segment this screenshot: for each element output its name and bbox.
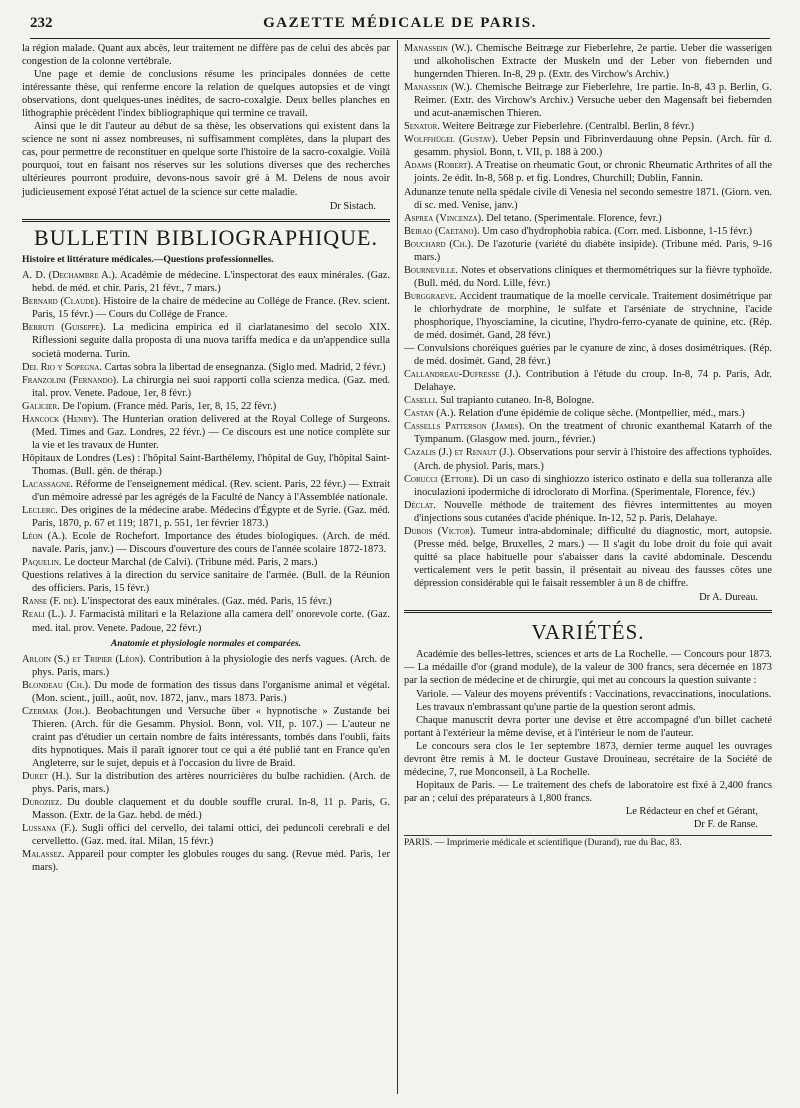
entry-text: L'inspectorat des eaux minérales. (Gaz. méd. Paris, 15 févr.) [81,596,332,608]
bibliography-entry [22,321,390,360]
section-rule [22,219,390,222]
entry-author: Arloin (S.) et Tripier (Léon). [22,653,146,665]
entry-author: Del Rio y Sopegna. [22,361,102,373]
bibliography-entry [404,238,772,264]
bibliography-entry [404,394,772,407]
bibliography-entry [22,530,390,556]
section-heading: Anatomie et physiologie normales et comparées. [110,637,302,649]
entry-author: Bourneville. [404,264,458,276]
entry-author: Adams (Robert). [404,160,474,172]
entry-author: Corucci (Ettore). [404,473,480,485]
journal-title: GAZETTE MÉDICALE DE PARIS. [263,15,537,31]
entry-author: Duret (H.). [22,771,72,783]
entry-text: Tumeur intra-abdominale; difficulté du diagnostic, mort, autopsie. (Presse méd. belge, Bruxelles, 2 mars.) — Il s'agit du lobe droit du foie qui avait quitté sa place habituelle pour s'abaisser dans la cavité abdominale. Descendu verticalement vers le petit bassin, il présentait au niveau des fausses côtes une dépression considérable qui le faisait ressembler à un 8 de chiffre. [414,525,772,589]
bibliography-entry [22,822,390,848]
bibliography-entry [22,374,390,400]
bibliography-entry [404,42,772,81]
bibliography-entry [404,446,772,472]
entry-author: Hancock (Henry). [22,413,99,425]
bibliography-entry [22,361,390,374]
bibliography-entry [404,499,772,525]
entry-text: Relation d'une épidémie de colique sèche. (Montpellier, méd., mars.) [458,408,745,420]
entry-author: Dubois (Victor). [404,525,476,537]
bibliography-entry [22,705,390,770]
entry-text: Weitere Beitræge zur Fieberlehre. (Centralbl. Berlin, 8 févr.) [442,121,694,133]
section-heading: Histoire et littérature médicales.—Questions professionnelles. [22,254,274,266]
bibliography-entry [404,368,772,394]
entry-text: Di un caso di singhiozzo isterico ostinato e della sua tolleranza alle inoculazioni ipodermiche di idroclorato di Morfina. (Sperimentale, Florence, fév.) [414,473,772,498]
entry-author: Wolffhügel (Gustav). [404,134,498,146]
bibliography-entry [22,679,390,705]
entry-author: Galicier. [22,400,60,412]
bibliography-entry [404,212,772,225]
varietes-paragraph: Chaque manuscrit devra porter une devise et être accompagné d'un billet cacheté portant à l'extérieur la même devise, et à l'intérieur le nom de l'auteur. [404,714,772,739]
entry-author: Callandreau-Dufresse (J.). [404,369,521,381]
bibliography-entry [22,653,390,679]
bibliography-entry [404,225,772,238]
entry-text: Sur la distribution des artères nourricières du bulbe rachidien. (Arch. de phys. Paris, mars.) [32,771,390,796]
varietes-paragraph: Le concours sera clos le 1er septembre 1873, dernier terme auquel les ouvrages devront être remis à M. le docteur Gustave Drouineau, secrétaire de la Société de médecine, 7, rue Monconseil, à La Rochelle. [404,740,772,778]
entry-text: Observations pour servir à l'histoire des affections typhoïdes. (Arch. de physiol. Paris, mars.) [414,447,772,472]
bibliography-entry [404,290,772,342]
bibliography-signature: Dr A. Dureau. [699,591,758,603]
bibliography-list [404,42,772,590]
entry-author: Léon (A.). [22,531,68,543]
entry-author: Asprea (Vincenza). [404,212,484,224]
entry-text: Chemische Beitræge zur Fieberlehre, 1re partie. In-8, 43 p. Berlin, G. Reimer. (Extr. des Virchow's Archiv.) Versuche ueber den Magensaft bei fiebernden und acut-anæmischen Thieren. [414,82,772,120]
entry-text: Appareil pour compter les globules rouges du sang. (Revue méd. Paris, 1er mars). [32,849,390,874]
entry-author: Burggraeve. [404,290,457,302]
bibliography-entry [404,159,772,185]
entry-text: Réforme de l'enseignement médical. (Rev. scient. Paris, 22 févr.) — Extrait d'un mémoire adressé par les agrégés de la Faculté de Nancy à l'Assemblée nationale. [32,479,390,504]
entry-text: On the treatment of chronic exanthemal Katarrh of the Tympanum. (Glasgow med. journ., février.) [414,421,772,446]
entry-text: Ecole de Rochefort. Importance des études biologiques. (Arch. de méd. navale. Paris, janv.) — Discours d'ouverture des cours de l'année scolaire 1872-1873. [32,531,390,556]
entry-author: Berruti (Guiseppe). [22,322,106,334]
entry-text: Accident traumatique de la moelle cervicale. Traitement dosimétrique par le chlorhydrate de morphine, le sulfate et l'arséniate de strychnine, l'acide phosphorique, l'hyosciamine, la cicutine, l'hydro-ferro-cyanate de quinine, etc. (Rép. de méd. dosimét. Gand, 28 févr.) [414,290,773,342]
entry-text: De l'azoturie (variété du diabète insipide). (Tribune méd. Paris, 9-16 mars.) [414,238,772,263]
bibliography-entry [22,413,390,452]
article-paragraph: la région malade. Quant aux abcès, leur traitement ne diffère pas de celui des abcès par congestion de la colonne vertébrale. [22,43,390,68]
bibliography-entry [22,504,390,530]
entry-author: Reali (L.). [22,609,67,621]
bibliography-entry [22,452,390,478]
bibliography-entry [404,342,772,368]
bibliography-entry [22,608,390,634]
entry-author: Cassells Patterson (James). [404,421,525,433]
article-signature: Dr Sistach. [329,200,376,212]
bibliography-entry [404,525,772,590]
entry-text: Le docteur Marchal (de Calvi). (Tribune méd. Paris, 2 mars.) [64,557,318,569]
entry-text: Académie de médecine. L'inspectorat des eaux minérales. (Gaz. hebd. de méd. et chir. Paris, 21 févr., 7 mars.) [32,270,390,295]
bibliography-entry [22,295,390,321]
bibliography-entry [404,133,772,159]
entry-author: Beirao (Caetano). [404,225,480,237]
editor-name: Dr F. de Ranse. [693,818,758,830]
bibliography-list [22,269,390,634]
entry-author: Malassez. [22,849,65,861]
article-paragraph: Une page et demie de conclusions résume les principales données de cette intéressante thèse, qui renferme encore la relation de quelques autopsies et de vingt observations, dont quelques-unes inédites, de sacro-coxalgie. Deux belles planches en lithographie précèdent l'index bibliographique qui termine ce travail. [22,69,390,120]
entry-text: Ueber Pepsin und Fibrinverdauung ohne Pepsin. (Arch. für d. gesamm. physiol. Bonn, t. VII, p. 188 à 200.) [414,134,772,159]
entry-author: Cazalis (J.) et Renaut (J.). [404,447,516,459]
entry-text: La chirurgia nei suoi rapporti colla scienza medica. (Gaz. med. ital. prov. Venete. Padoue, 1er, 8 févr.) [32,374,390,399]
entry-text: Sul trapianto cutaneo. In-8, Bologne. [440,395,595,407]
bibliography-entry [404,120,772,133]
entry-text: Des origines de la médecine arabe. Médecins d'Égypte et de Syrie. (Gaz. méd. Paris, 1870, p. 67 et 119; 1871, p. 551, 1er février 1873.) [32,505,390,530]
bibliography-entry [404,186,772,212]
imprint: PARIS. — Imprimerie médicale et scientifique (Durand), rue du Bac, 83. [404,835,772,850]
entry-text: Histoire de la chaire de médecine au Collége de France. (Rev. scient. Paris, 15 févr.) — Cours du Collége de France. [32,296,390,321]
entry-author: Caselli. [404,395,438,407]
entry-text: J. Farmacistà militari e la Relazione alla camera dell' onorevole corte. (Gaz. med. ital. prov. Venete. Padoue, 22 févr.) [32,609,390,634]
entry-text: Du mode de formation des tissus dans l'organisme animal et végétal. (Mon. scient., juill., août, nov. 1872, janv., mars 1873. Paris.) [32,679,390,704]
entry-author: A. D. (Dechambre A.). [22,270,118,282]
entry-author: Lacassagne. [22,479,73,490]
entry-author: Lussana (F.). [22,823,78,835]
entry-text: Contribution à la physiologie des nerfs vagues. (Arch. de phys. Paris, mars.) [32,653,390,678]
entry-text: Del tetano. (Sperimentale. Florence, fevr.) [486,212,662,224]
entry-text: De l'opium. (France méd. Paris, 1er, 8, 15, 22 févr.) [62,400,277,412]
varietes-paragraph: Hopitaux de Paris. — Le traitement des chefs de laboratoire est fixé à 2,400 francs par an ; celui des préparateurs à 1,800 francs. [404,779,772,804]
bibliography-entry [404,264,772,290]
entry-author: Franzolini (Fernando). [22,374,119,386]
entry-text: Adunanze tenute nella spédale civile di Venesia nel secondo semestre 1871. (Giorn. ven. di sc. med. Venise, janv.) [404,186,772,211]
bibliography-entry [22,400,390,413]
entry-author: Bouchard (Ch.). [404,238,474,250]
entry-text: La medicina empirica ed il ciarlatanesimo del secolo XIX. Riflessioni seguite dalla proposta di una nuova tariffa medica e da un'appendice sulla società moderna. Turin. [32,322,390,360]
entry-author: Castan (A.). [404,408,456,420]
column-divider [397,40,398,1094]
entry-text: Contribution à l'étude du croup. In-8, 74 p. Paris, Adr. Delahaye. [414,369,773,394]
entry-author: Manassein (W.). [404,82,473,94]
entry-text: A Treatise on rheumatic Gout, or chronic Rheumatic Arthrites of all the joints. 2e édit. In-8, 568 p. et fig. Londres, Churchill; Dublin, Fannin. [414,160,772,185]
entry-text: Cartas sobra la libertad de ensegnanza. (Siglo med. Madrid, 2 févr.) [104,361,386,373]
entry-author: Leclerc. [22,505,58,517]
entry-author: Senator. [404,121,440,133]
editor-line: Le Rédacteur en chef et Gérant, [625,805,758,817]
varietes-title: VARIÉTÉS. [531,620,645,645]
section-rule [404,610,772,613]
entry-author: Manassein (W.). [404,43,473,54]
entry-author: Blondeau (Ch.). [22,679,91,691]
entry-text: The Hunterian oration delivered at the Royal College of Surgeons. (Med. Times and Gaz. Londres, 22 févr.) — Ce discours est une notice complète sur la vie et les travaux de Hunter. [32,413,390,451]
entry-text: Du double claquement et du double souffle crural. In-8, 11 p. Paris, G. Masson. (Extr. de la Gaz. hebd. de méd.) [32,797,390,822]
bibliography-entry [22,269,390,295]
entry-author: Czermak (Joh.). [22,705,91,717]
entry-author: Ranse (F. de). [22,596,79,608]
entry-text: Sugli offici del cervello, dei talami ottici, dei peduncoli cerebrali e del cervelletto. (Gaz. med. ital. Milan, 15 févr.) [32,823,390,848]
bibliography-entry [404,420,772,446]
entry-author: Bernard (Claude). [22,296,101,308]
bibliography-entry [22,556,390,569]
entry-text: Chemische Beitræge zur Fieberlehre, 2e partie. Ueber die wasserigen und alkoholischen Extracte der Muskeln und der Leber von fiebernden und hungernden Thieren. In-8, 29 p. (Extr. des Virchow's Archiv.) [414,43,772,81]
bulletin-title: BULLETIN BIBLIOGRAPHIQUE. [34,224,378,250]
bibliography-entry [22,848,390,874]
bibliography-entry [404,81,772,120]
entry-text: Nouvelle méthode de traitement des fièvres intermittentes au moyen d'injections sous cutanées d'acide phénique. In-12, 52 p. Paris, Delahaye. [414,499,772,524]
bibliography-entry [22,796,390,822]
article-paragraph: Ainsi que le dit l'auteur au début de sa thèse, les observations qui existent dans la science ne sont ni assez nombreuses, ni suffisamment complètes, dans la plupart des cas, pour permettre de reconstituer en quelque sorte l'histoire de la sacro-coxalgie. Voilà pourquoi, tout en faisant nos réserves sur les solutions diverses que des recherches ultérieures pourront produire, devons-nous savoir gré à M. Delens de nous avoir judicieusement exposé l'état actuel de la science sur cette maladie. [22,121,390,198]
bibliography-entry [404,473,772,499]
bibliography-entry [22,595,390,608]
varietes-body [404,648,772,805]
bibliography-entry [22,569,390,595]
bibliography-entry [22,770,390,796]
entry-text: Beobachtungen und Versuche über « hypnotische » Zustande bei Thieren. (Arch. für die Gesamm. Physiol. Bonn, vol. VII, p. 107.) — L'auteur ne craint pas d'étudier un certain nombre de faits intéressants, tombés dans l'oubli, faits dits hypnotiques. Mais il paraît ignorer tout ce qui a été publié tant en France qu'en Angleterre, sur le sujet, depuis et à l'occasion du livre de Braid. [32,705,390,769]
page-header [30,12,770,39]
page-number: 232 [30,15,53,31]
right-column [404,42,772,850]
bibliography-entry [404,407,772,420]
entry-text: Notes et observations cliniques et thermométriques sur la fièvre typhoïde. (Bull. méd. du Nord. Lille, févr.) [414,264,772,289]
entry-text: — Convulsions choréiques guéries par le cyanure de zinc, à doses dosimétriques. (Rép. de méd. dosimét. Gand, 28 févr.) [404,343,772,368]
varietes-paragraph: Les travaux n'embrassant qu'une partie de la question seront admis. [416,701,696,713]
bibliography-list [22,653,390,875]
entry-author: Paquelin. [22,557,62,569]
entry-text: Um caso d'hydrophobia rabica. (Corr. med. Lisbonne, 1-15 févr.) [482,225,753,237]
entry-author: Duroziez. [22,797,63,809]
left-column [22,42,390,874]
varietes-paragraph: Académie des belles-lettres, sciences et arts de La Rochelle. — Concours pour 1873. — La médaille d'or (grand module), de la valeur de 300 francs, sera décernée en 1873 par la section de médecine et de chirurgie, qui met au concours la question suivante : [404,649,772,687]
entry-author: Déclat. [404,499,436,511]
entry-text: Hôpitaux de Londres (Les) : l'hôpital Saint-Barthélemy, l'hôpital de Guy, l'hôpital Saint-Thomas. (Bull. gén. de thérap.) [22,452,390,477]
varietes-paragraph: Variole. — Valeur des moyens préventifs : Vaccinations, revaccinations, inoculations. [416,688,772,700]
entry-text: Questions relatives à la direction du service sanitaire de l'armée. (Bull. de la Réunion des officiers. Paris, 15 févr.) [22,570,390,595]
bibliography-entry [22,478,390,504]
